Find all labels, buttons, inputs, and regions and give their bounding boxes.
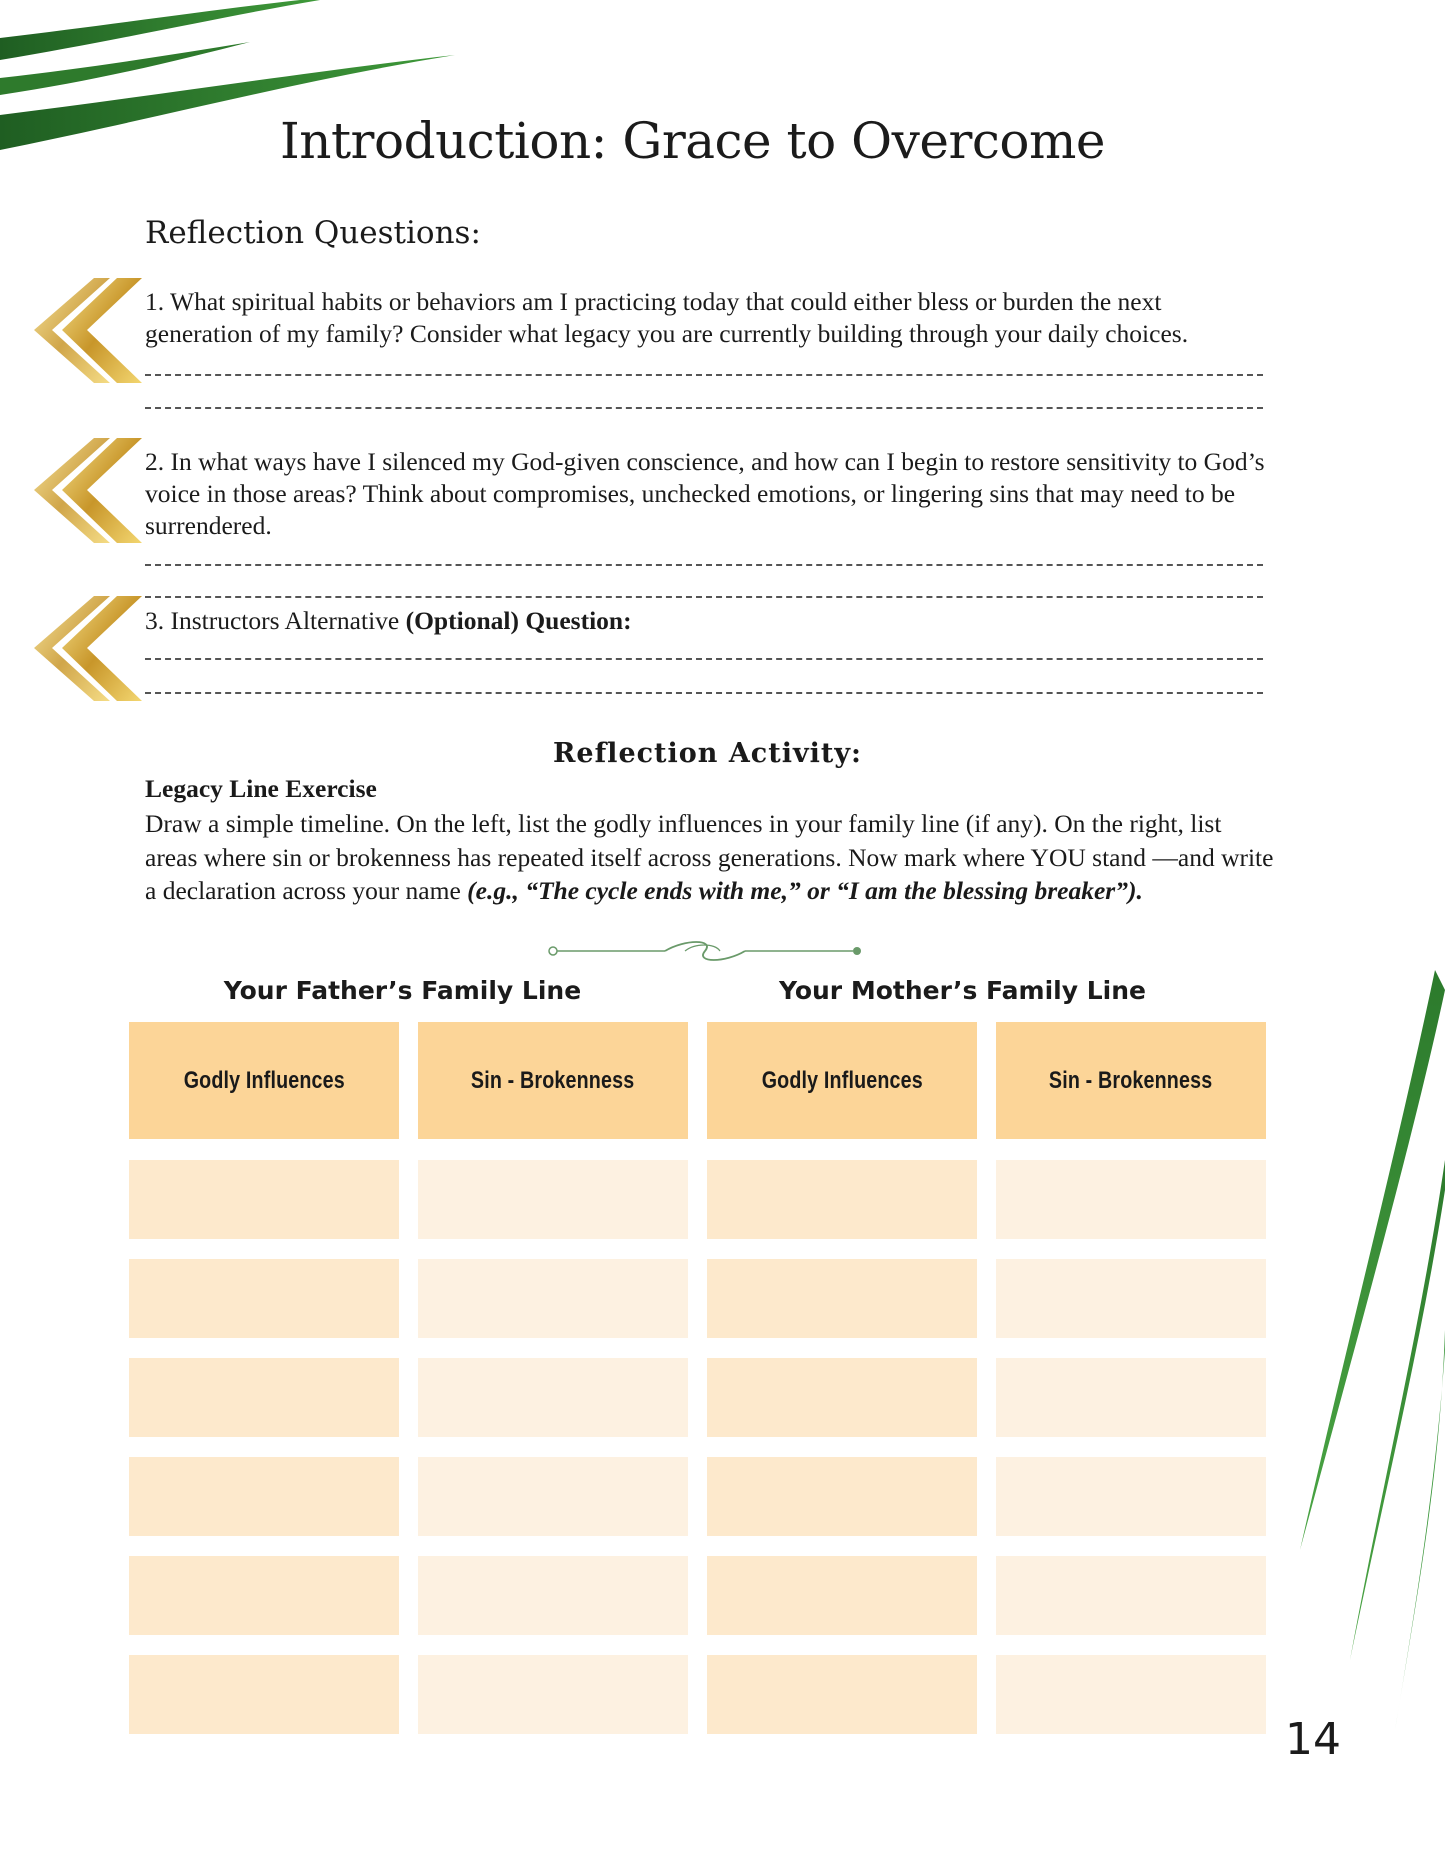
question-1: 1. What spiritual habits or behaviors am I practicing today that could either bless or burden the next generation of my family? Consider what legacy you are currently building through your daily choices. [145, 287, 1189, 348]
mother-family-line-heading: Your Mother’s Family Line [779, 976, 1146, 1005]
family-line-entry-cell[interactable] [129, 1259, 399, 1338]
column-header-label: Godly Influences [183, 1066, 345, 1094]
family-line-entry-cell[interactable] [418, 1358, 688, 1437]
reflection-activity-heading: Reflection Activity: [552, 738, 863, 769]
family-line-entry-cell[interactable] [129, 1655, 399, 1734]
gold-chevron-icon [32, 596, 147, 701]
family-line-entry-cell[interactable] [996, 1556, 1266, 1635]
exercise-example: (e.g., “The cycle ends with me,” or “I am the blessing breaker”). [467, 876, 1143, 905]
exercise-instructions [145, 807, 1275, 908]
column-header-godly-influences-father [129, 1022, 399, 1139]
page-number: 14 [1285, 1714, 1341, 1765]
question-2: 2. In what ways have I silenced my God-given conscience, and how can I begin to restore sensitivity to God’s voice in those areas? Think about compromises, unchecked emotions, or lingering sins that may need to be surrendered. [145, 447, 1265, 540]
column-header-godly-influences-mother [707, 1022, 977, 1139]
family-line-entry-cell[interactable] [129, 1358, 399, 1437]
answer-line[interactable] [145, 564, 1263, 566]
gold-chevron-icon [32, 278, 147, 383]
column-header-sin-brokenness-father [418, 1022, 688, 1139]
family-line-entry-cell[interactable] [129, 1556, 399, 1635]
family-line-entry-cell[interactable] [418, 1160, 688, 1239]
ornament-divider-icon [545, 937, 865, 965]
exercise-body-text: Draw a simple timeline. On the left, list the godly influences in your family line (if any). On the right, list areas where sin or brokenness has repeated itself across generations. Now mark where YOU stand —and write a declaration across your name [145, 809, 1274, 905]
father-family-line-heading: Your Father’s Family Line [223, 976, 582, 1005]
family-line-entry-cell[interactable] [418, 1556, 688, 1635]
answer-line[interactable] [145, 374, 1263, 376]
family-line-entry-cell[interactable] [996, 1160, 1266, 1239]
question-3-text: 3. Instructors Alternative [145, 606, 406, 635]
question-3-optional: (Optional) Question: [405, 606, 632, 635]
family-line-entry-cell[interactable] [996, 1655, 1266, 1734]
reflection-questions-heading: Reflection Questions: [145, 215, 481, 251]
family-line-entry-cell[interactable] [996, 1457, 1266, 1536]
question-3 [145, 605, 1265, 637]
column-header-label: Godly Influences [761, 1066, 923, 1094]
family-line-entry-cell[interactable] [129, 1457, 399, 1536]
family-line-entry-cell[interactable] [996, 1259, 1266, 1338]
family-line-entry-cell[interactable] [707, 1259, 977, 1338]
answer-line[interactable] [145, 596, 1263, 598]
family-line-entry-cell[interactable] [707, 1655, 977, 1734]
column-header-label: Sin - Brokenness [1049, 1066, 1213, 1094]
column-header-label: Sin - Brokenness [471, 1066, 635, 1094]
gold-chevron-icon [32, 438, 147, 543]
answer-line[interactable] [145, 692, 1263, 694]
family-line-entry-cell[interactable] [129, 1160, 399, 1239]
family-line-entry-cell[interactable] [418, 1259, 688, 1338]
answer-line[interactable] [145, 407, 1263, 409]
family-line-entry-cell[interactable] [707, 1358, 977, 1437]
exercise-title: Legacy Line Exercise [145, 774, 377, 803]
family-line-entry-cell[interactable] [418, 1655, 688, 1734]
family-line-entry-cell[interactable] [707, 1457, 977, 1536]
page-title: Introduction: Grace to Overcome [280, 112, 1105, 170]
family-line-entry-cell[interactable] [707, 1160, 977, 1239]
family-line-entry-cell[interactable] [418, 1457, 688, 1536]
palm-leaf-right-decoration [1245, 930, 1445, 1730]
answer-line[interactable] [145, 658, 1263, 660]
family-line-entry-cell[interactable] [996, 1358, 1266, 1437]
family-line-entry-cell[interactable] [707, 1556, 977, 1635]
column-header-sin-brokenness-mother [996, 1022, 1266, 1139]
